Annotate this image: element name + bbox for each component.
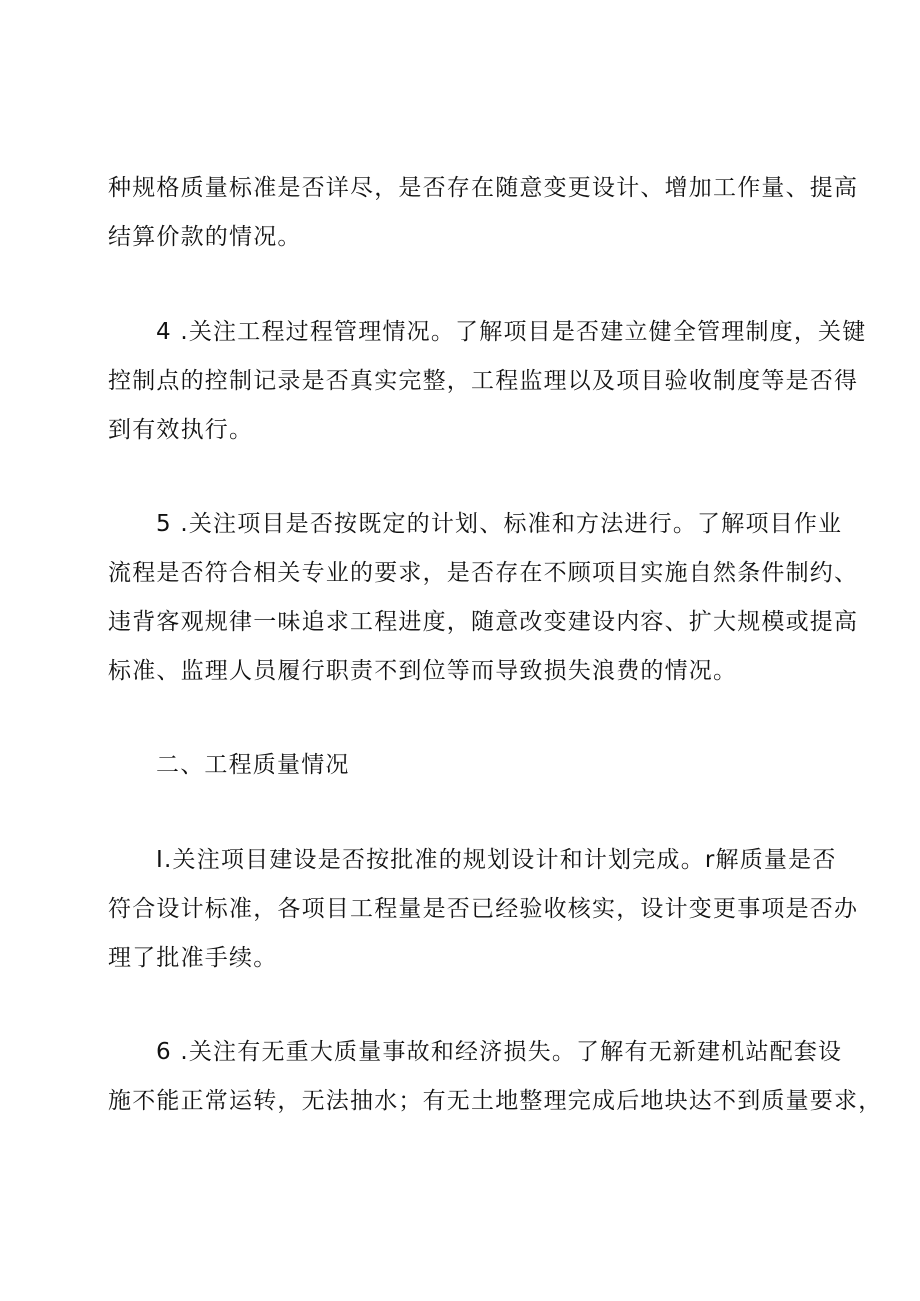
text-line: 结算价款的情况。: [108, 224, 302, 250]
paragraph-item-4: [108, 308, 867, 455]
text-line: 6 .关注有无重大质量事故和经济损失。了解有无新建机站配套设: [156, 1039, 843, 1065]
paragraph-item-1: [108, 836, 859, 983]
text-line: 4 .关注工程过程管理情况。了解项目是否建立健全管理制度，关键: [156, 319, 867, 345]
text-line: 施不能正常运转，无法抽水；有无土地整理完成后地块达不到质量要求，: [108, 1088, 883, 1114]
text-line: 标准、监理人员履行职责不到位等而导致损失浪费的情况。: [108, 658, 738, 684]
heading-text: 二、工程质量情况: [156, 752, 350, 778]
paragraph-item-6: [108, 1028, 883, 1126]
paragraph-item-5: [108, 500, 859, 696]
text-line: 理了批准手续。: [108, 945, 278, 971]
text-line: I.关注项目建设是否按批准的规划设计和计划完成。r解质量是否: [156, 847, 837, 873]
text-line: 种规格质量标准是否详尽，是否存在随意变更设计、增加工作量、提高: [108, 175, 859, 201]
paragraph-continuation: [108, 164, 859, 262]
text-line: 到有效执行。: [108, 417, 254, 443]
text-line: 5 .关注项目是否按既定的计划、标准和方法进行。了解项目作业: [156, 511, 843, 537]
text-line: 控制点的控制记录是否真实完整，工程监理以及项目验收制度等是否得: [108, 368, 859, 394]
text-line: 符合设计标准，各项目工程量是否已经验收核实，设计变更事项是否办: [108, 896, 859, 922]
text-line: 违背客观规律一味追求工程进度，随意改变建设内容、扩大规模或提高: [108, 609, 859, 635]
text-line: 流程是否符合相关专业的要求，是否存在不顾项目实施自然条件制约、: [108, 560, 859, 586]
section-heading: [108, 741, 824, 790]
